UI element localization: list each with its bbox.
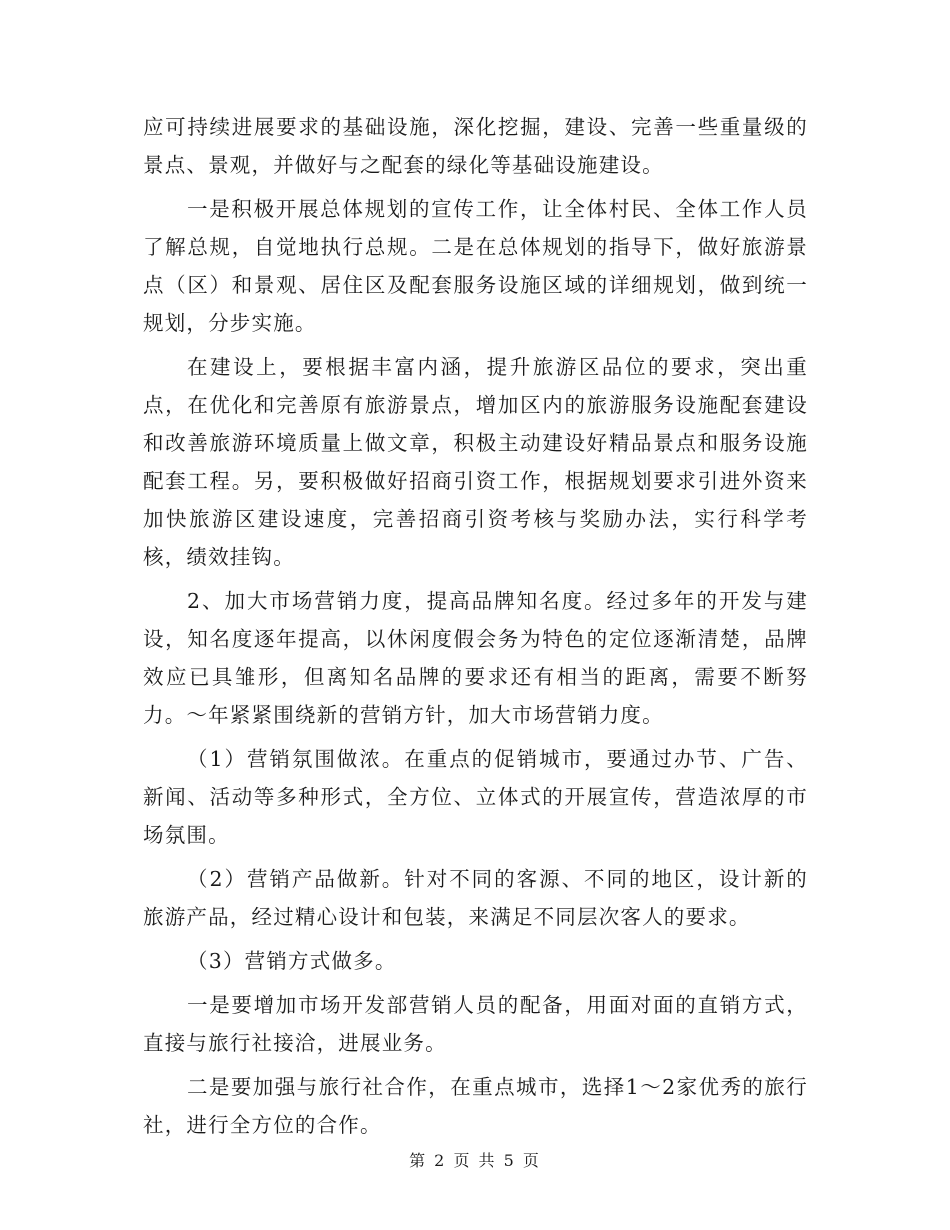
paragraph-4: 2、加大市场营销力度，提高品牌知名度。经过多年的开发与建设，知名度逐年提高，以休闲度假会务为特色的定位逐渐清楚，品牌效应已具雏形，但离知名品牌的要求还有相当的距离，需要不断努力。～年紧紧围绕新的营销方针，加大市场营销力度。 [143,589,808,727]
paragraph-8: 一是要增加市场开发部营销人员的配备，用面对面的直销方式，直接与旅行社接洽，进展业务。 [143,993,808,1055]
page-number-footer: 第 2 页 共 5 页 [409,1151,541,1170]
paragraph-1: 应可持续进展要求的基础设施，深化挖掘，建设、完善一些重量级的景点、景观，并做好与之配套的绿化等基础设施建设。 [143,115,808,177]
paragraph-3: 在建设上，要根据丰富内涵，提升旅游区品位的要求，突出重点，在优化和完善原有旅游景点，增加区内的旅游服务设施配套建设和改善旅游环境质量上做文章，积极主动建设好精品景点和服务设施配套工程。另，要积极做好招商引资工作，根据规划要求引进外资来加快旅游区建设速度，完善招商引资考核与奖励办法，实行科学考核，绩效挂钩。 [143,355,808,569]
paragraph-2: 一是积极开展总体规划的宣传工作，让全体村民、全体工作人员了解总规，自觉地执行总规。二是在总体规划的指导下，做好旅游景点（区）和景观、居住区及配套服务设施区域的详细规划，做到统一规划，分步实施。 [143,197,808,335]
paragraph-7: （3）营销方式做多。 [187,949,397,973]
paragraph-9: 二是要加强与旅行社合作，在重点城市，选择1～2家优秀的旅行社，进行全方位的合作。 [143,1075,808,1137]
document-body [143,108,808,1150]
paragraph-5: （1）营销氛围做浓。在重点的促销城市，要通过办节、广告、新闻、活动等多种形式，全方位、立体式的开展宣传，营造浓厚的市场氛围。 [143,747,808,847]
paragraph-6: （2）营销产品做新。针对不同的客源、不同的地区，设计新的旅游产品，经过精心设计和包装，来满足不同层次客人的要求。 [143,867,808,929]
